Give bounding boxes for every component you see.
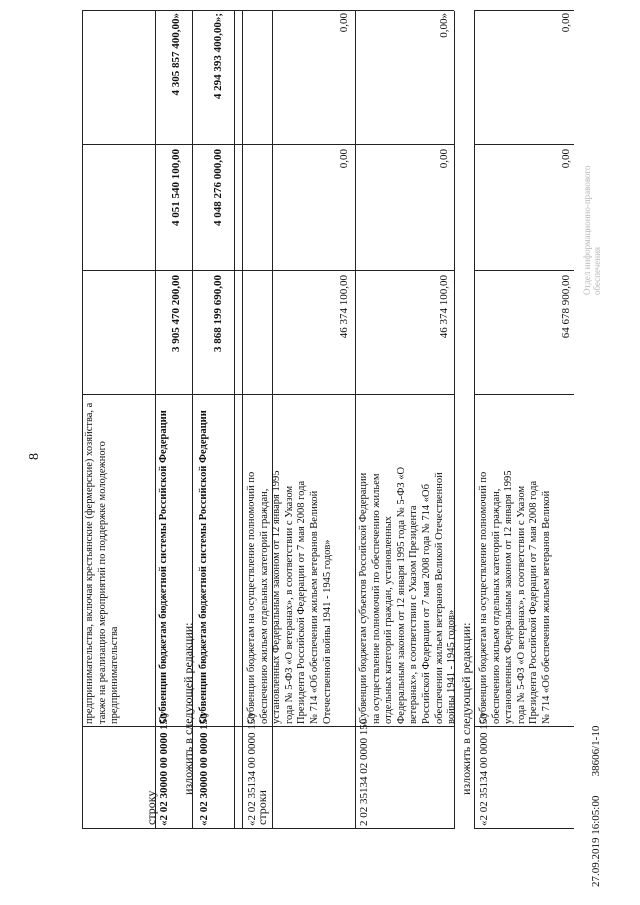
row-old-code: «2 02 30000 00 0000 150	[158, 713, 170, 826]
table-border	[242, 144, 454, 145]
text-line: обеспечению жильем отдельных категорий граждан,	[490, 488, 502, 724]
footer-meta	[590, 726, 602, 887]
table-border	[242, 11, 243, 829]
table-border	[474, 11, 475, 829]
text-line: отдельных категорий граждан, установленных	[383, 516, 395, 724]
text-line: № 714 «Об обеспечении жильем ветеранов Великой	[308, 490, 320, 724]
table-border	[242, 726, 454, 727]
text-line: обеспечению жильем отдельных категорий граждан,	[258, 488, 270, 724]
stamp-line: обеспечения	[592, 246, 602, 295]
rows-old-1-v1: 46 374 100,00	[438, 275, 450, 339]
rows-old-0-code: «2 02 35134 00 0000 150	[246, 713, 258, 826]
row-new-code: «2 02 30000 00 0000 150	[198, 713, 210, 826]
row-new2-text	[478, 396, 554, 724]
table-border	[242, 828, 454, 829]
row-new2-v1: 64 678 900,00	[560, 275, 572, 339]
page-number: 8	[27, 453, 42, 460]
footer-stamp	[582, 165, 602, 295]
row-old-v3: 4 305 857 400,00»	[170, 13, 182, 96]
row-new-v3: 4 294 393 400,00»;	[212, 13, 224, 100]
table-border	[242, 270, 454, 271]
row-label: строку	[144, 790, 158, 825]
rows-label: строки	[255, 790, 269, 825]
text-line: Отечественной войны 1941 - 1945 годов»	[321, 539, 333, 724]
table-border	[474, 10, 574, 11]
text-line: установленных Федеральным законом от 12 января 1995	[503, 470, 515, 724]
top-block-text: предпринимательства, включая крестьянские (фермерские) хозяйства, а также на реализацию мероприятий по поддержке молодежного предпринимательства	[84, 402, 121, 724]
text-line: № 714 «Об обеспечении жильем ветеранов Великой	[540, 490, 552, 724]
table-border	[355, 11, 356, 829]
rows-old-0-v1: 46 374 100,00	[338, 275, 350, 339]
rows-old-1-v2: 0,00	[438, 149, 450, 169]
table-border	[474, 144, 574, 145]
text-line: на осуществление полномочий по обеспечению жильем	[370, 473, 382, 724]
text-line: обеспечении жильем ветеранов Великой Отечественной	[433, 472, 445, 724]
text-line: Субвенции бюджетам на осуществление полномочий по	[478, 471, 489, 724]
row-new-text: Субвенции бюджетам бюджетной системы Российской Федерации	[198, 410, 209, 724]
row-new-v1: 3 868 199 690,00	[212, 275, 224, 352]
row-old-text: Субвенции бюджетам бюджетной системы Российской Федерации	[158, 410, 169, 724]
footer-doc-code: 38606/1-10	[590, 725, 602, 777]
row-old-v1: 3 905 470 200,00	[170, 275, 182, 352]
table-border	[474, 270, 574, 271]
text-line: ветеранах», в соответствии с Указом Президента	[408, 505, 420, 724]
row-new-v2: 4 048 276 000,00	[212, 149, 224, 226]
table-border	[82, 11, 83, 829]
replace-label-2: изложить в следующей редакции:	[459, 622, 473, 795]
rows-old-1-v3: 0,00»	[438, 13, 450, 38]
text-line: Президента Российской Федерации от 7 мая 2008 года	[296, 480, 308, 724]
footer-timestamp: 27.09.2019 16:05:00	[590, 795, 602, 887]
text-line: Субвенции бюджетам на осуществление полномочий по	[246, 471, 257, 724]
table-border	[474, 828, 574, 829]
replace-label-1: изложить в следующей редакции:	[181, 622, 195, 795]
text-line: Президента Российской Федерации от 7 мая 2008 года	[528, 480, 540, 724]
table-border	[242, 10, 454, 11]
row-new2-v3: 0,00	[560, 13, 572, 33]
row-new2-v2: 0,00	[560, 149, 572, 169]
rows-old-0-v2: 0,00	[338, 149, 350, 169]
text-line: Федеральным законом от 12 января 1995 года № 5-ФЗ «О	[395, 466, 407, 724]
rows-old-0-text	[246, 396, 334, 724]
text-line: Субвенции бюджетам субъектов Российской Федерации	[358, 472, 369, 724]
text-line: Российской Федерации от 7 мая 2008 года № 714 «Об	[420, 484, 432, 724]
row-new2-code: «2 02 35134 00 0000 150	[478, 713, 490, 826]
text-line: войны 1941 - 1945 годов»	[446, 609, 458, 724]
row-old-v2: 4 051 540 100,00	[170, 149, 182, 226]
rows-old-0-v3: 0,00	[338, 13, 350, 33]
rows-old-1-code: 2 02 35134 02 0000 150	[358, 718, 370, 826]
table-border	[474, 394, 574, 395]
text-line: установленных Федеральным законом от 12 января 1995	[271, 470, 283, 724]
table-border	[155, 11, 156, 829]
text-line: года № 5-ФЗ «О ветеранах», в соответствии с Указом	[515, 485, 527, 724]
table-border	[242, 394, 454, 395]
table-border	[234, 11, 235, 829]
text-line: года № 5-ФЗ «О ветеранах», в соответствии с Указом	[283, 485, 295, 724]
rows-old-1-text	[358, 396, 459, 724]
stamp-line: Отдел информационно-правового	[582, 165, 592, 295]
